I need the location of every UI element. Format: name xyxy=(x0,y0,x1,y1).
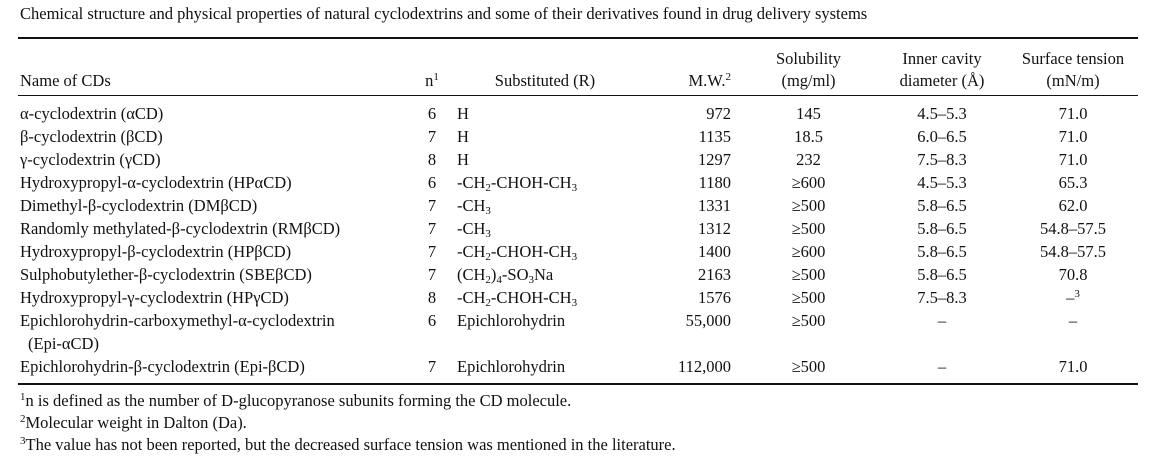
cell-mw: 112,000 xyxy=(677,357,731,376)
cell-mw: 2163 xyxy=(698,265,731,284)
cell-n: 7 xyxy=(427,196,437,215)
cell-solubility: ≥500 xyxy=(791,219,826,238)
footnote-mark: 1 xyxy=(433,71,439,83)
cell-substituted: $-CH_3$ xyxy=(457,196,491,217)
cell-inner-cavity: 5.8–6.5 xyxy=(917,219,967,238)
cell-substituted: $-CH_2-CHOH-CH_3$ xyxy=(457,288,578,309)
cell-mw: 1135 xyxy=(698,127,731,146)
cell-inner-cavity: 7.5–8.3 xyxy=(917,288,967,307)
cell-substituted: H xyxy=(457,104,469,123)
table-row xyxy=(18,171,1138,194)
bottom-rule xyxy=(18,383,1138,385)
table-row xyxy=(18,263,1138,286)
cell-surface-tension: – xyxy=(1068,311,1078,330)
cell-solubility: ≥500 xyxy=(791,196,826,215)
cell-solubility: ≥600 xyxy=(791,242,826,261)
table-row xyxy=(18,286,1138,309)
cell-inner-cavity: 5.8–6.5 xyxy=(917,242,967,261)
cell-n: 7 xyxy=(427,219,437,238)
header-row xyxy=(18,38,1138,96)
table-row xyxy=(18,309,1138,355)
table-row xyxy=(18,96,1138,125)
cell-name: Epichlorohydrin-carboxymethyl-α-cyclodextrin (Epi-αCD) xyxy=(20,311,335,353)
cell-name: Sulphobutylether-β-cyclodextrin (SBEβCD) xyxy=(20,265,312,284)
cell-mw: 1297 xyxy=(698,150,731,169)
footnotes xyxy=(20,390,676,456)
cell-inner-cavity: 4.5–5.3 xyxy=(917,173,967,192)
cell-mw: 1312 xyxy=(698,219,731,238)
cell-name: α-cyclodextrin (αCD) xyxy=(20,104,164,123)
cell-name: β-cyclodextrin (βCD) xyxy=(20,127,163,146)
cell-surface-tension: 62.0 xyxy=(1058,196,1088,215)
cell-name: Epichlorohydrin-β-cyclodextrin (Epi-βCD) xyxy=(20,357,305,376)
header-solubility: Solubility (mg/ml) xyxy=(775,49,842,90)
header-n: $n^1$ xyxy=(425,71,439,90)
footnote: $^2$Molecular weight in Dalton (Da). xyxy=(20,413,247,432)
cell-solubility: 145 xyxy=(796,104,821,123)
header-substituted: Substituted (R) xyxy=(494,71,596,90)
cell-substituted: $-CH_2-CHOH-CH_3$ xyxy=(457,242,578,263)
footnote: $^1$n is defined as the number of D-glucopyranose subunits forming the CD molecule. xyxy=(20,391,572,410)
cell-name: Hydroxypropyl-β-cyclodextrin (HPβCD) xyxy=(20,242,292,261)
cell-surface-tension: 54.8–57.5 xyxy=(1040,219,1106,238)
cell-mw: 972 xyxy=(706,104,731,123)
cell-solubility: ≥500 xyxy=(791,357,826,376)
cell-solubility: ≥600 xyxy=(791,173,826,192)
cell-n: 8 xyxy=(427,150,437,169)
cell-n: 7 xyxy=(427,242,437,261)
cell-mw: 1180 xyxy=(698,173,731,192)
cell-substituted: H xyxy=(457,127,469,146)
cell-substituted: $-CH_2-CHOH-CH_3$ xyxy=(457,173,578,194)
header-surface-tension: Surface tension (mN/m) xyxy=(1021,49,1125,90)
cell-inner-cavity: 5.8–6.5 xyxy=(917,265,967,284)
cell-solubility: ≥500 xyxy=(791,311,826,330)
cell-name: Randomly methylated-β-cyclodextrin (RMβCD) xyxy=(20,219,341,238)
cell-substituted: Epichlorohydrin xyxy=(457,311,566,330)
footnote-mark: 2 xyxy=(725,71,731,83)
cell-surface-tension: 54.8–57.5 xyxy=(1040,242,1106,261)
cell-inner-cavity: 7.5–8.3 xyxy=(917,150,967,169)
cell-mw: 1576 xyxy=(698,288,731,307)
header-inner-cavity: Inner cavity diameter (Å) xyxy=(899,49,985,90)
cell-name: Hydroxypropyl-γ-cyclodextrin (HPγCD) xyxy=(20,288,289,307)
cell-substituted: $-CH_3$ xyxy=(457,219,491,240)
cell-inner-cavity: – xyxy=(937,357,947,376)
cell-solubility: 18.5 xyxy=(794,127,823,146)
cell-surface-tension: 65.3 xyxy=(1058,173,1088,192)
cell-surface-tension: 71.0 xyxy=(1058,150,1088,169)
table-caption: Chemical structure and physical properties of natural cyclodextrins and some of their derivatives found in drug delivery systems xyxy=(20,4,868,23)
cyclodextrin-table xyxy=(18,38,1138,382)
cell-n: 8 xyxy=(427,288,437,307)
cell-solubility: ≥500 xyxy=(791,265,826,284)
cell-name: Dimethyl-β-cyclodextrin (DMβCD) xyxy=(20,196,258,215)
table-row xyxy=(18,240,1138,263)
cell-name: γ-cyclodextrin (γCD) xyxy=(20,150,161,169)
cell-surface-tension: 71.0 xyxy=(1058,127,1088,146)
cell-inner-cavity: 6.0–6.5 xyxy=(917,127,967,146)
cell-surface-tension: 70.8 xyxy=(1058,265,1088,284)
cell-substituted: $(CH_2)_4-SO_3Na$ xyxy=(457,265,554,286)
cell-surface-tension: 71.0 xyxy=(1058,104,1088,123)
cell-n: 6 xyxy=(427,104,437,123)
cell-n: 7 xyxy=(427,265,437,284)
cell-name: Hydroxypropyl-α-cyclodextrin (HPαCD) xyxy=(20,173,292,192)
cell-substituted: Epichlorohydrin xyxy=(457,357,566,376)
table-body xyxy=(18,96,1138,382)
cell-mw: 1331 xyxy=(698,196,731,215)
footnote: $^3$The value has not been reported, but the decreased surface tension was mentioned in the literature. xyxy=(20,435,676,454)
cell-solubility: ≥500 xyxy=(791,288,826,307)
cell-surface-tension: –$^3$ xyxy=(1066,288,1080,307)
cell-surface-tension: 71.0 xyxy=(1058,357,1088,376)
cell-inner-cavity: – xyxy=(937,311,947,330)
header-name: Name of CDs xyxy=(20,71,111,90)
cell-solubility: 232 xyxy=(796,150,821,169)
table-row xyxy=(18,148,1138,171)
cell-n: 6 xyxy=(427,311,437,330)
cell-n: 7 xyxy=(427,127,437,146)
cell-inner-cavity: 5.8–6.5 xyxy=(917,196,967,215)
table-row xyxy=(18,355,1138,382)
cell-mw: 1400 xyxy=(698,242,731,261)
header-mw: M.W.$^2$ xyxy=(688,71,731,90)
cell-n: 7 xyxy=(427,357,437,376)
cell-substituted: H xyxy=(457,150,469,169)
cell-n: 6 xyxy=(427,173,437,192)
table-row xyxy=(18,125,1138,148)
cell-inner-cavity: 4.5–5.3 xyxy=(917,104,967,123)
cell-mw: 55,000 xyxy=(685,311,731,330)
table-row xyxy=(18,217,1138,240)
table-row xyxy=(18,194,1138,217)
